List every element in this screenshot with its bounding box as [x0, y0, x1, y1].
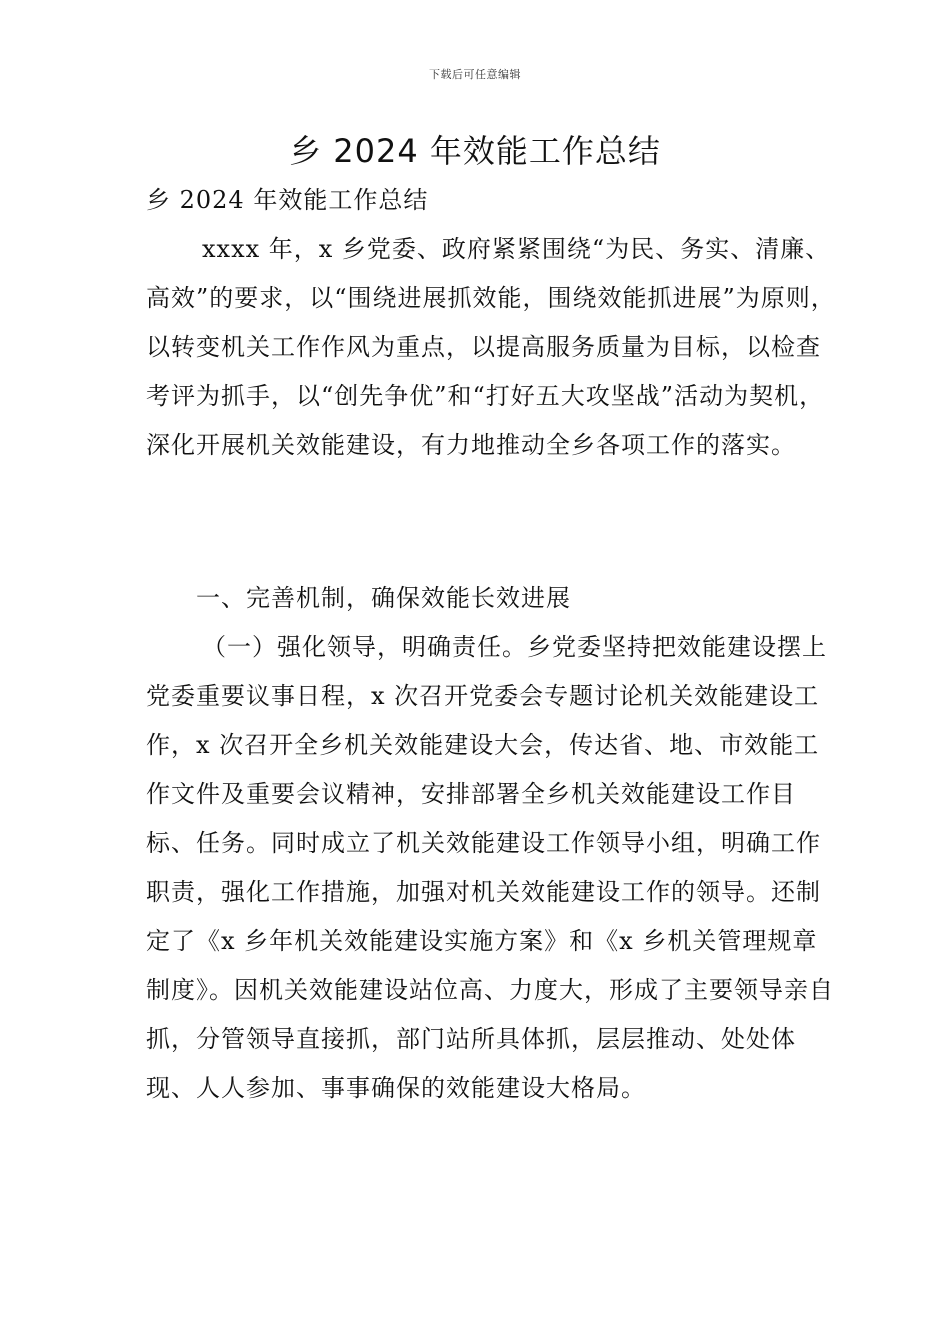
section-one-heading: 一、完善机制，确保效能长效进展: [196, 584, 571, 612]
section-one-paragraph: （一）强化领导，明确责任。乡党委坚持把效能建设摆上党委重要议事日程，x 次召开党委会专题讨论机关效能建设工作，x 次召开全乡机关效能建设大会，传达省、地、市效能工作文件及重要会议精神，安排部署全乡机关效能建设工作目标、任务。同时成立了机关效能建设工作领导小组，明确工作职责，强化工作措施，加强对机关效能建设工作的领导。还制定了《x 乡年机关效能建设实施方案》和《x 乡机关管理规章制度》。因机关效能建设站位高、力度大，形成了主要领导亲自抓，分管领导直接抓，部门站所具体抓，层层推动、处处体现、人人参加、事事确保的效能建设大格局。: [146, 633, 834, 1102]
header-note: 下载后可任意编辑: [429, 68, 521, 81]
document-subtitle: 乡 2024 年效能工作总结: [146, 186, 429, 214]
intro-paragraph: xxxx 年，x 乡党委、政府紧紧围绕“为民、务实、清廉、高效”的要求，以“围绕进展抓效能，围绕效能抓进展”为原则，以转变机关工作作风为重点，以提高服务质量为目标，以检查考评为抓手，以“创先争优”和“打好五大攻坚战”活动为契机，深化开展机关效能建设，有力地推动全乡各项工作的落实。: [146, 235, 836, 459]
document-title: 乡 2024 年效能工作总结: [289, 132, 661, 170]
